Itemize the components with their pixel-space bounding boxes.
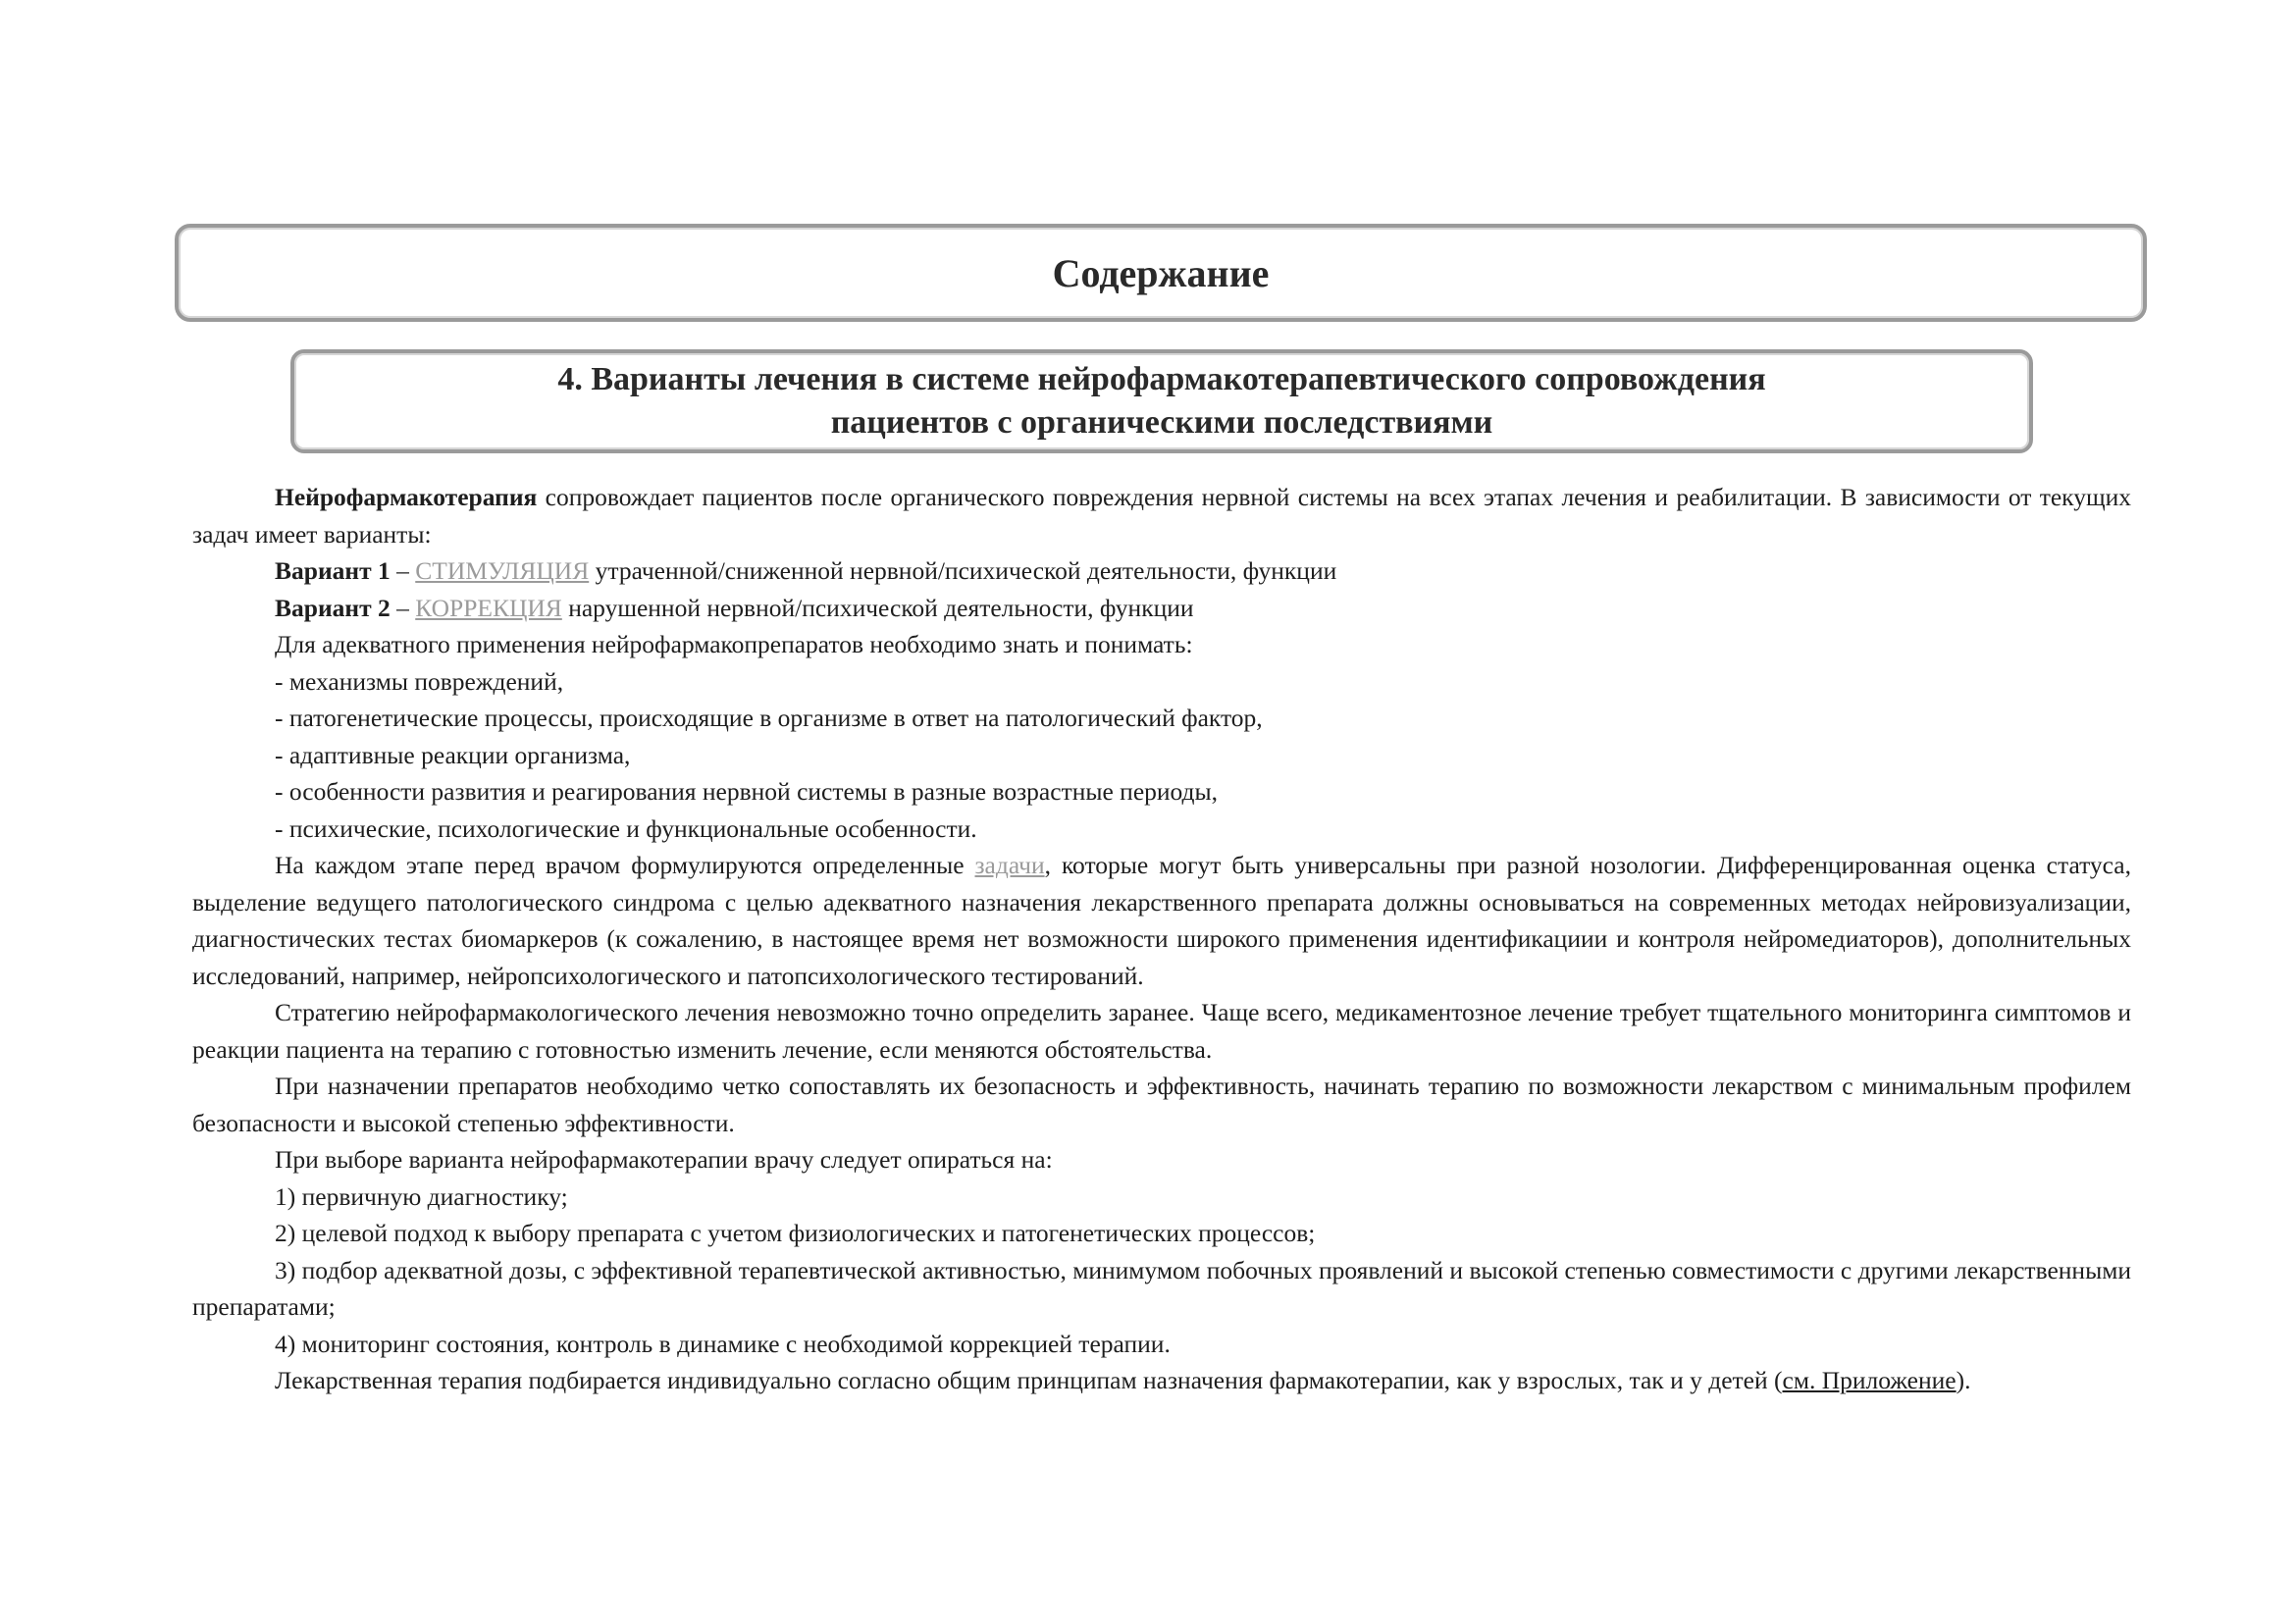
document-body [192,479,2131,1399]
tasks-paragraph [192,847,2131,994]
final-paragraph [192,1362,2131,1399]
knowledge-item: - механизмы повреждений, [275,666,564,696]
tasks-link[interactable]: задачи [974,851,1045,879]
variant-1-text: утраченной/сниженной нервной/психической деятельности, функции [589,556,1337,585]
intro-paragraph [192,479,2131,552]
section-heading-line-1: 4. Варианты лечения в системе нейрофармакотерапевтического сопровождения [557,361,1766,397]
choice-item: 3) подбор адекватной дозы, с эффективной терапевтической активностью, минимумом побочных проявлений и высокой степенью совместимости с другими лекарственными препаратами; [192,1255,2131,1321]
knowledge-item: - особенности развития и реагирования нервной системы в разные возрастные периоды, [275,777,1219,806]
knowledge-item: - патогенетические процессы, происходящие в организме в ответ на патологический фактор, [275,704,1263,732]
contents-title-box[interactable] [175,224,2147,322]
tasks-text-before: На каждом этапе перед врачом формулируются определенные [275,851,975,879]
section-heading [557,358,1765,445]
choice-intro: При выборе варианта нейрофармакотерапии врачу следует опираться на: [275,1145,1053,1174]
variant-2-label: Вариант 2 [275,593,391,622]
knowledge-item: - адаптивные реакции организма, [275,740,631,769]
appendix-link[interactable]: см. Приложение [1782,1366,1957,1394]
intro-text: сопровождает пациентов после органического повреждения нервной системы на всех этапах лечения и реабилитации. В зависимости от текущих задач имеет варианты: [192,483,2131,549]
choice-item: 2) целевой подход к выбору препарата с учетом физиологических и патогенетических процессов; [275,1219,1316,1247]
variant-1-label: Вариант 1 [275,556,391,585]
section-heading-line-2: пациентов с органическими последствиями [830,404,1493,441]
variant-2-dash: – [390,593,416,622]
knowledge-item: - психические, психологические и функциональные особенности. [275,813,977,843]
choice-item: 1) первичную диагностику; [275,1181,568,1211]
tasks-text-after: , которые могут быть универсальны при разной нозологии. Дифференцированная оценка статуса, выделение ведущего патологического синдрома с целью адекватного назначения лекарственного препарата должны основываться на современных методах нейровизуализации, диагностических тестах биомаркеров (к сожалению, в настоящее время нет возможности широкого применения идентификациии и контроля нейромедиаторов), дополнительных исследований, например, нейропсихологического и патопсихологического тестирований. [192,851,2131,990]
final-text-after: ). [1956,1366,1971,1394]
variant-1-dash: – [390,556,416,585]
stimulation-link[interactable]: СТИМУЛЯЦИЯ [415,556,590,585]
strategy-paragraph: Стратегию нейрофармакологического лечения невозможно точно определить заранее. Чаще всего, медикаментозное лечение требует тщательного мониторинга симптомов и реакции пациента на терапию с готовностью изменить лечение, если меняются обстоятельства. [192,998,2131,1064]
safety-paragraph: При назначении препаратов необходимо четко сопоставлять их безопасность и эффективность, начинать терапию по возможности лекарством с минимальным профилем безопасности и высокой степенью эффективности. [192,1072,2131,1137]
variant-2 [192,590,2131,627]
intro-term: Нейрофармакотерапия [275,483,538,511]
final-text: Лекарственная терапия подбирается индивидуально согласно общим принципам назначения фармакотерапии, как у взрослых, так и у детей ( [275,1366,1783,1394]
variant-2-text: нарушенной нервной/психической деятельности, функции [561,593,1194,622]
variant-1 [192,552,2131,590]
section-heading-box [290,349,2033,453]
correction-link[interactable]: КОРРЕКЦИЯ [415,593,562,622]
choice-item: 4) мониторинг состояния, контроль в динамике с необходимой коррекцией терапии. [275,1329,1171,1358]
knowledge-intro: Для адекватного применения нейрофармакопрепаратов необходимо знать и понимать: [275,630,1193,658]
contents-title[interactable]: Содержание [1052,250,1270,295]
